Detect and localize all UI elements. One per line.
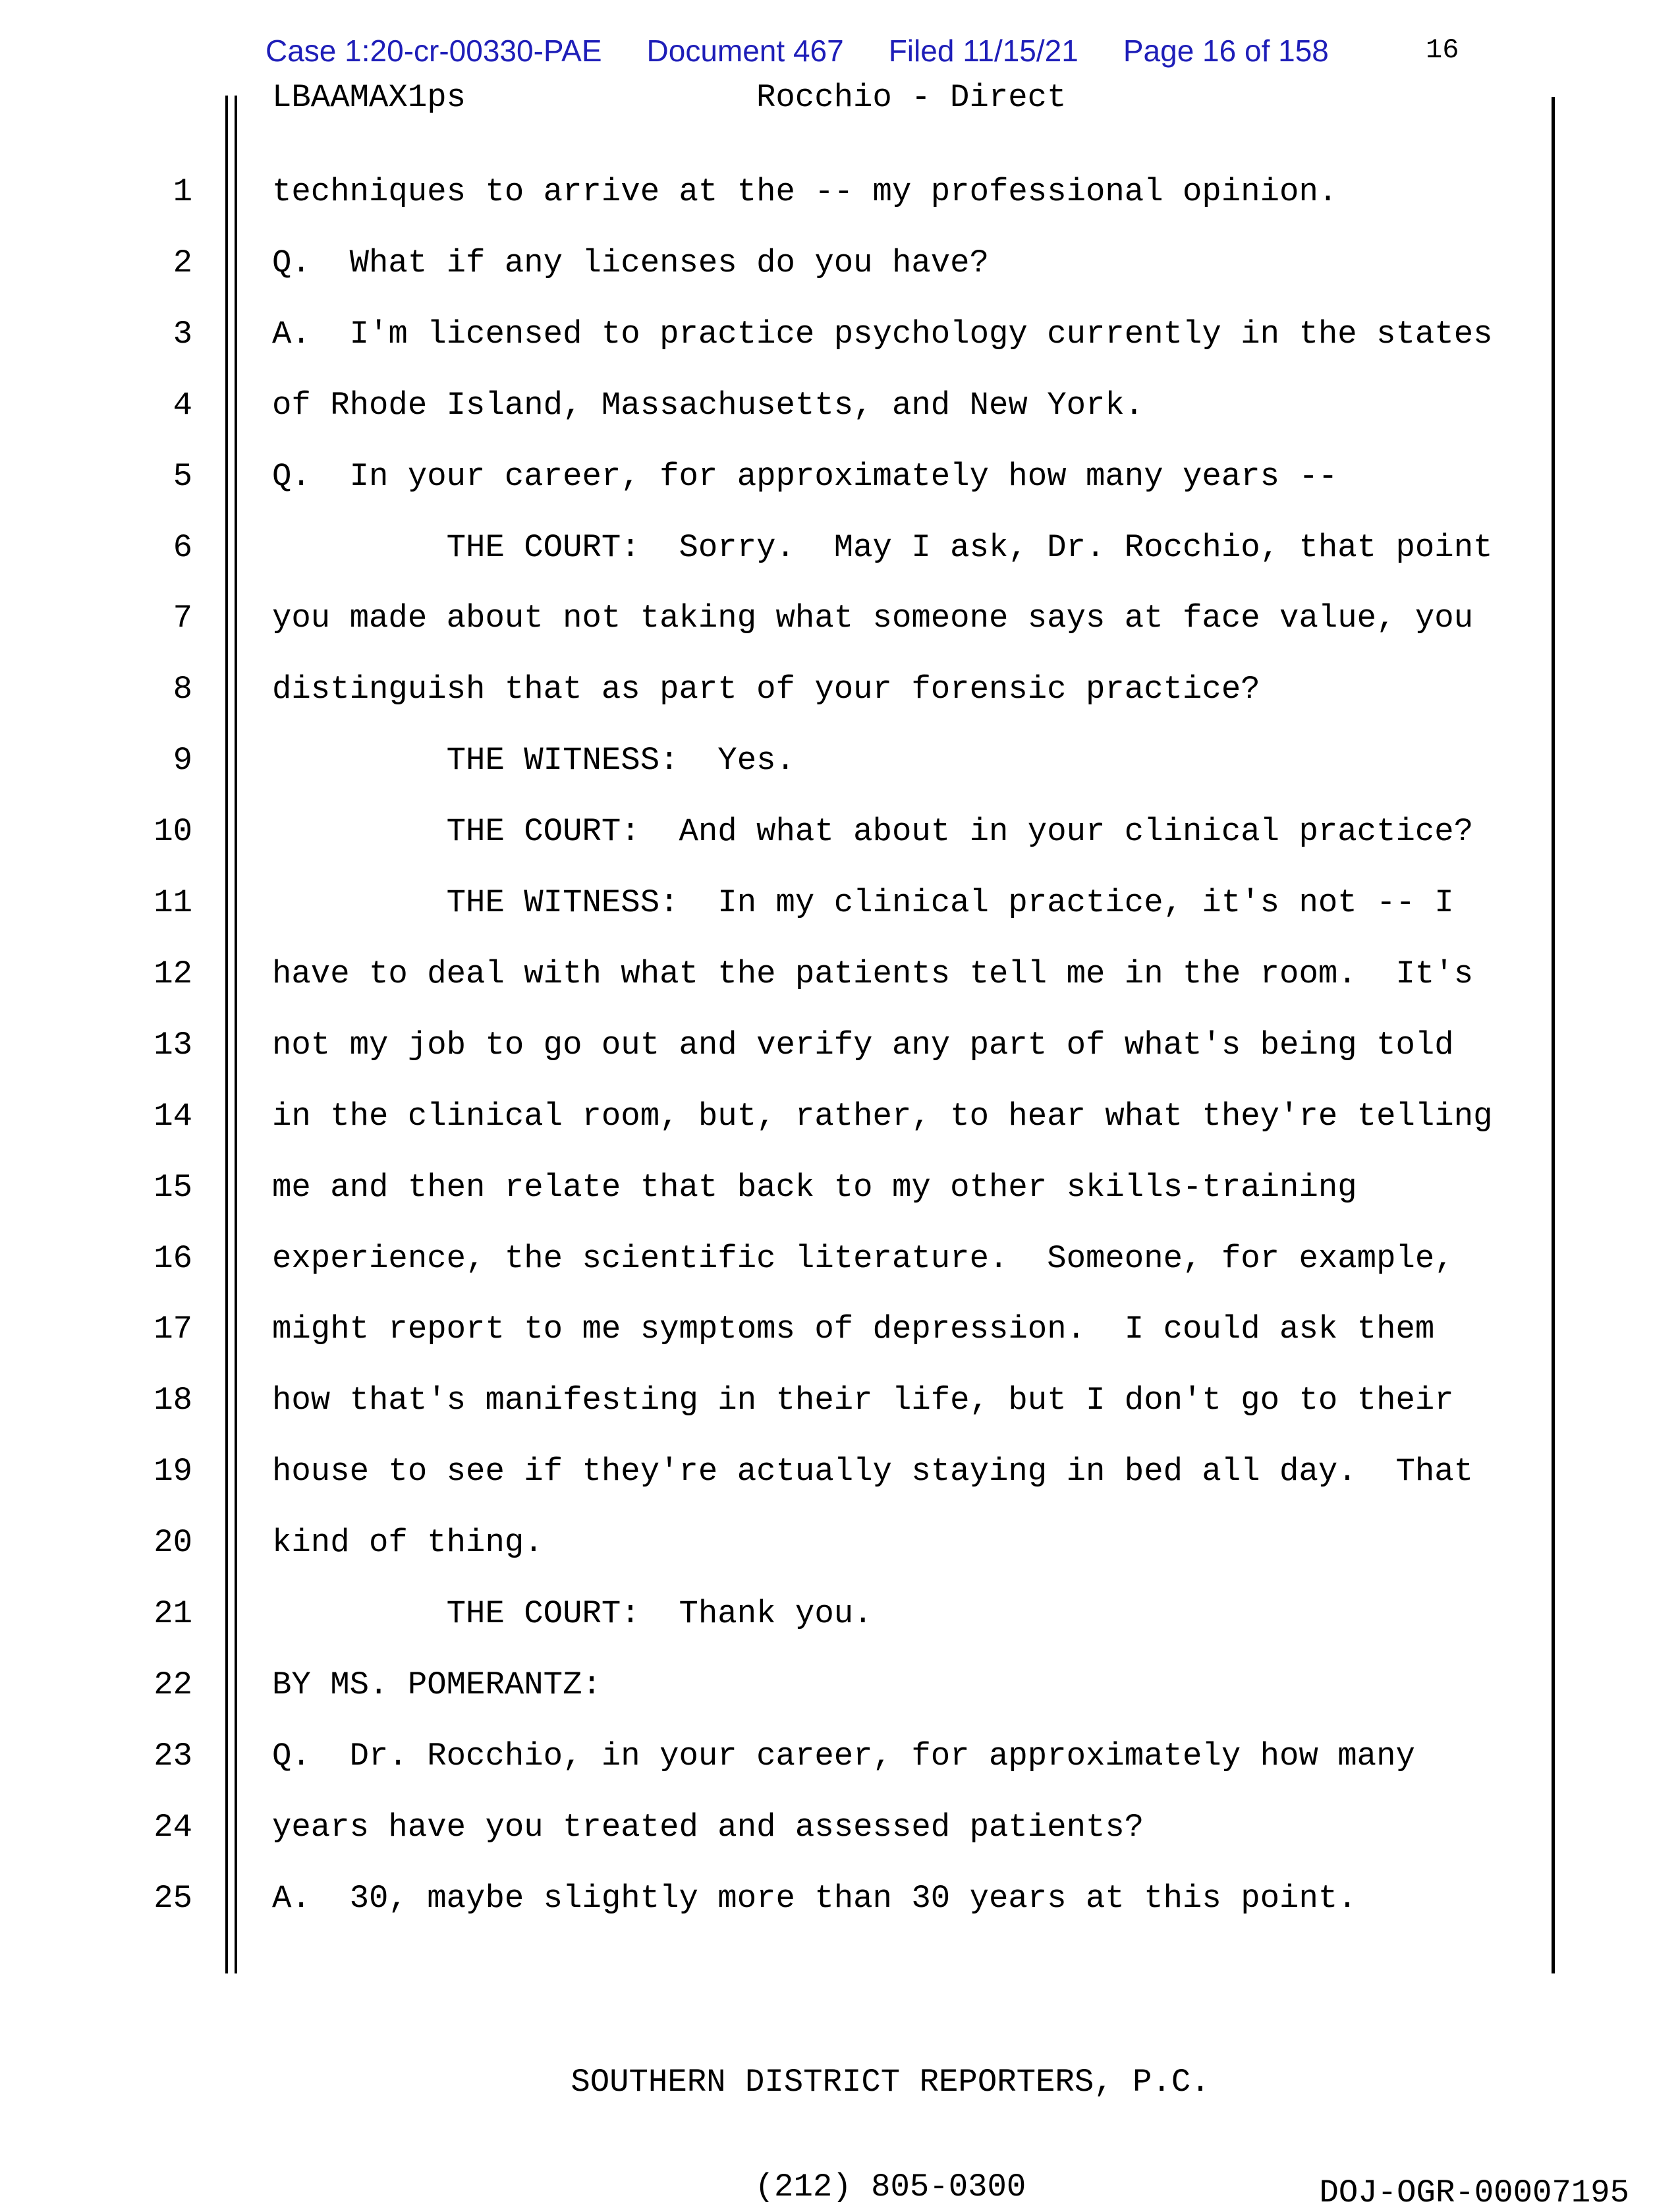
- line-text: house to see if they're actually staying in bed all day. That: [272, 1453, 1474, 1490]
- line-number: 6: [173, 528, 192, 566]
- line-text: Q. What if any licenses do you have?: [272, 244, 989, 281]
- reporter-name: SOUTHERN DISTRICT REPORTERS, P.C.: [571, 2064, 1210, 2101]
- line-text: in the clinical room, but, rather, to hear what they're telling: [272, 1097, 1493, 1135]
- stamp-case-number: Case 1:20-cr-00330-PAE: [266, 34, 602, 68]
- line-text: THE WITNESS: In my clinical practice, it's not -- I: [272, 884, 1454, 921]
- corner-page-number: 16: [1426, 34, 1459, 66]
- line-text: techniques to arrive at the -- my professional opinion.: [272, 173, 1338, 210]
- line-number: 21: [154, 1595, 192, 1632]
- line-number: 14: [154, 1097, 192, 1135]
- line-text: A. I'm licensed to practice psychology currently in the states: [272, 315, 1493, 353]
- line-text: might report to me symptoms of depression. I could ask them: [272, 1311, 1435, 1348]
- line-number: 15: [154, 1168, 192, 1206]
- line-text: THE COURT: Thank you.: [272, 1595, 873, 1632]
- line-number: 17: [154, 1311, 192, 1348]
- line-number: 7: [173, 600, 192, 637]
- line-text: Q. In your career, for approximately how many years --: [272, 457, 1338, 495]
- line-number: 10: [154, 813, 192, 851]
- line-number: 9: [173, 742, 192, 780]
- left-margin-rule-inner: [235, 96, 237, 1973]
- ecf-stamp: [266, 34, 1329, 68]
- line-number: 8: [173, 671, 192, 708]
- line-number: 23: [154, 1737, 192, 1774]
- line-text: how that's manifesting in their life, but I don't go to their: [272, 1382, 1454, 1419]
- line-number: 5: [173, 457, 192, 495]
- session-id: LBAAMAX1ps: [272, 79, 466, 116]
- line-text: Q. Dr. Rocchio, in your career, for approximately how many: [272, 1737, 1415, 1774]
- line-number: 2: [173, 244, 192, 281]
- line-text: me and then relate that back to my other skills-training: [272, 1168, 1357, 1206]
- stamp-document-number: Document 467: [646, 34, 844, 68]
- line-text: kind of thing.: [272, 1524, 544, 1562]
- line-number: 11: [154, 884, 192, 921]
- witness-direct-title: Rocchio - Direct: [756, 79, 1067, 116]
- line-number: 16: [154, 1239, 192, 1277]
- line-number: 13: [154, 1026, 192, 1063]
- line-text: THE WITNESS: Yes.: [272, 742, 795, 780]
- line-number: 19: [154, 1453, 192, 1490]
- line-text: not my job to go out and verify any part of what's being told: [272, 1026, 1454, 1063]
- line-text: of Rhode Island, Massachusetts, and New York.: [272, 386, 1144, 424]
- line-text: years have you treated and assessed patients?: [272, 1808, 1144, 1846]
- line-text: you made about not taking what someone says at face value, you: [272, 600, 1474, 637]
- right-margin-rule: [1552, 97, 1555, 1973]
- stamp-page-of: Page 16 of 158: [1123, 34, 1329, 68]
- line-text: THE COURT: And what about in your clinical practice?: [272, 813, 1474, 851]
- left-margin-rule-outer: [225, 96, 228, 1973]
- reporter-phone: (212) 805-0300: [754, 2169, 1026, 2205]
- line-text: BY MS. POMERANTZ:: [272, 1666, 602, 1703]
- line-number: 3: [173, 315, 192, 353]
- line-text: distinguish that as part of your forensic practice?: [272, 671, 1260, 708]
- line-number: 24: [154, 1808, 192, 1846]
- line-number: 4: [173, 386, 192, 424]
- line-text: A. 30, maybe slightly more than 30 years at this point.: [272, 1879, 1357, 1917]
- bates-number: DOJ-OGR-00007195: [1319, 2174, 1629, 2211]
- line-text: THE COURT: Sorry. May I ask, Dr. Rocchio, that point: [272, 528, 1493, 566]
- line-number: 22: [154, 1666, 192, 1703]
- line-text: have to deal with what the patients tell me in the room. It's: [272, 955, 1474, 992]
- line-number: 20: [154, 1524, 192, 1562]
- line-number: 12: [154, 955, 192, 992]
- line-text: experience, the scientific literature. Someone, for example,: [272, 1239, 1454, 1277]
- line-number: 25: [154, 1879, 192, 1917]
- line-number: 1: [173, 173, 192, 210]
- line-number: 18: [154, 1382, 192, 1419]
- stamp-filed-date: Filed 11/15/21: [888, 34, 1078, 68]
